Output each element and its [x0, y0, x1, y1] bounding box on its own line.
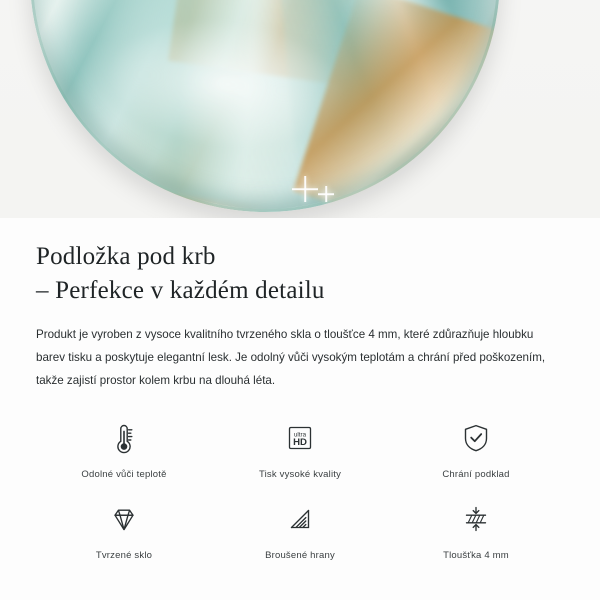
- hero-image: [0, 0, 600, 218]
- feature-label: Chrání podklad: [442, 468, 510, 480]
- ultra-hd-icon: [278, 415, 322, 461]
- svg-text:HD: HD: [293, 436, 307, 448]
- thermometer-icon: [102, 415, 146, 461]
- feature-grid: [36, 415, 564, 561]
- feature-item-print-quality: [212, 415, 388, 480]
- glass-pad-product-image: [30, 0, 500, 212]
- feature-label: Tloušťka 4 mm: [443, 549, 509, 561]
- feature-item-thickness: [388, 496, 564, 561]
- description-paragraph: Produkt je vyroben z vysoce kvalitního tvrzeného skla o tloušťce 4 mm, které zdůrazňuje hloubku barev tisku a poskytuje elegantní lesk. Je odolný vůči vysokým teplotám a chrání před poškozením, takže zajistí prostor kolem krbu na dlouhá léta.: [36, 328, 546, 388]
- feature-label: Tisk vysoké kvality: [258, 468, 342, 480]
- feature-label: Tvrzené sklo: [95, 549, 153, 561]
- feature-label: Broušené hrany: [265, 549, 335, 561]
- page-title: [36, 240, 564, 307]
- diamond-icon: [102, 496, 146, 542]
- headline-line-2: – Perfekce v každém detailu: [36, 276, 325, 304]
- headline-line-1: Podložka pod krb: [36, 243, 216, 270]
- thickness-arrows-icon: [454, 496, 498, 542]
- content-area: [0, 240, 600, 561]
- feature-item-polished-edges: [212, 496, 388, 561]
- polished-edges-icon: [278, 496, 322, 542]
- feature-item-temperature: [36, 415, 212, 480]
- feature-label: Odolné vůči teplotě: [81, 468, 167, 480]
- feature-item-tempered-glass: [36, 496, 212, 561]
- feature-item-protection: [388, 415, 564, 480]
- shield-check-icon: [454, 415, 498, 461]
- svg-text:ultra: ultra: [293, 430, 307, 438]
